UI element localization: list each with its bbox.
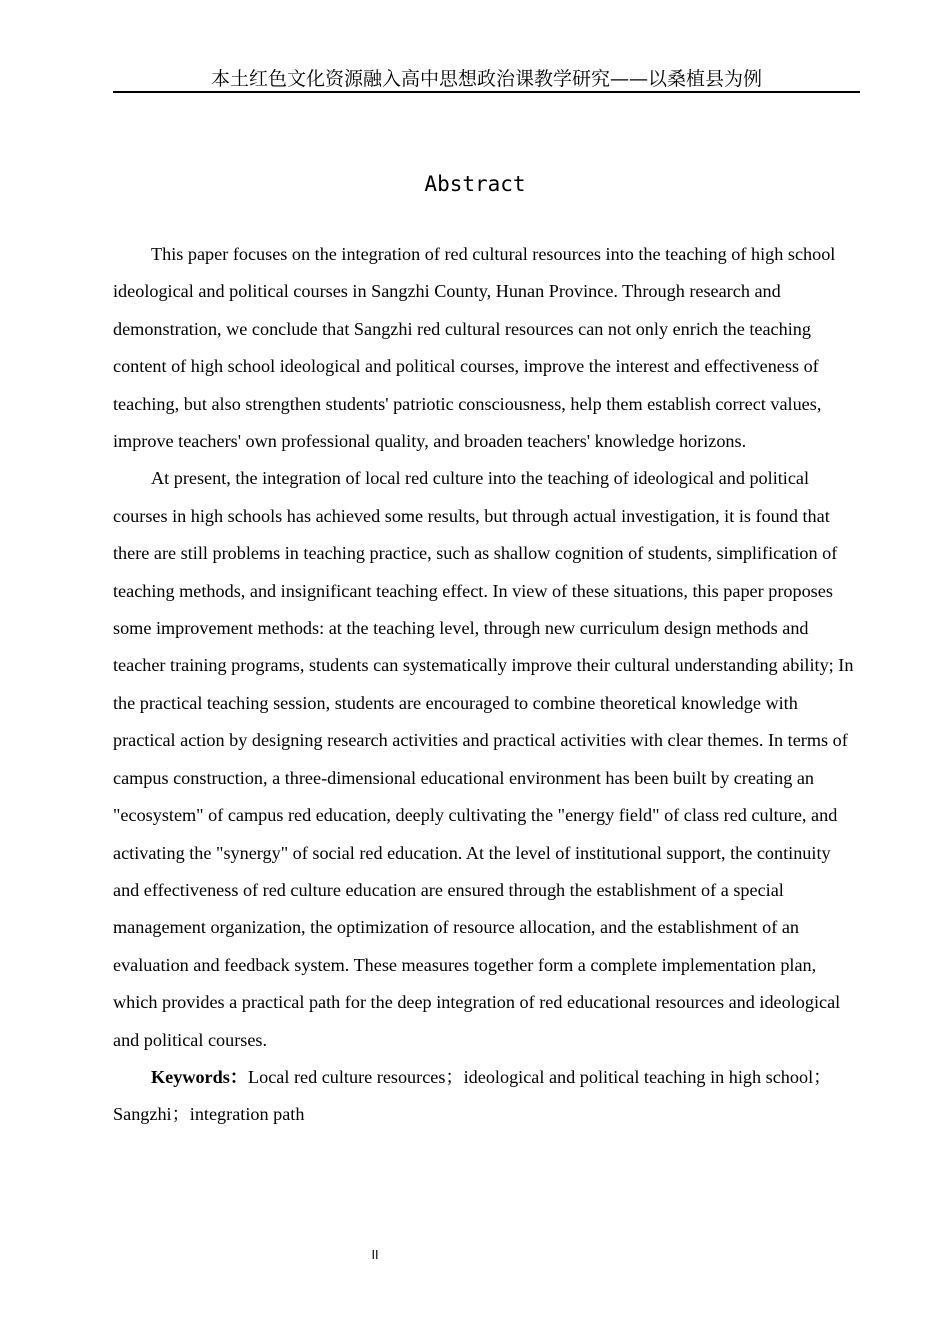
abstract-paragraph-2: At present, the integration of local red culture into the teaching of ideological and political courses in high schools has achieved some results, but through actual investigation, it is found that there are still problems in teaching practice, such as shallow cognition of students, simplification of teaching methods, and insignificant teaching effect. In view of these situations, this paper proposes some improvement methods: at the teaching level, through new curriculum design methods and teacher training programs, students can systematically improve their cultural understanding ability; In the practical teaching session, students are encouraged to combine theoretical knowledge with practical action by designing research activities and practical activities with clear themes. In terms of campus construction, a three-dimensional educational environment has been built by creating an "ecosystem" of campus red education, deeply cultivating the "energy field" of class red culture, and activating the "synergy" of social red education. At the level of institutional support, the continuity and effectiveness of red culture education are ensured through the establishment of a special management organization, the optimization of resource allocation, and the establishment of an evaluation and feedback system. These measures together form a complete implementation plan, which provides a practical path for the deep integration of red educational resources and ideological and political courses.	[113, 468, 854, 1050]
abstract-body	[113, 236, 860, 1134]
keywords-label: Keywords：	[151, 1066, 248, 1087]
header-rule	[113, 91, 860, 93]
page-number: II	[371, 1248, 379, 1262]
abstract-heading: Abstract	[424, 172, 526, 196]
keywords-text: Local red culture resources；ideological and political teaching in high school；Sangzhi；integration path	[113, 1066, 832, 1125]
abstract-paragraph-1: This paper focuses on the integration of red cultural resources into the teaching of high school ideological and political courses in Sangzhi County, Hunan Province. Through research and demonstration, we conclude that Sangzhi red cultural resources can not only enrich the teaching content of high school ideological and political courses, improve the interest and effectiveness of teaching, but also strengthen students' patriotic consciousness, help them establish correct values, improve teachers' own professional quality, and broaden teachers' knowledge horizons.	[113, 244, 836, 452]
running-header-title: 本土红色文化资源融入高中思想政治课教学研究——以桑植县为例	[210, 68, 762, 90]
keywords-line	[113, 1059, 860, 1134]
